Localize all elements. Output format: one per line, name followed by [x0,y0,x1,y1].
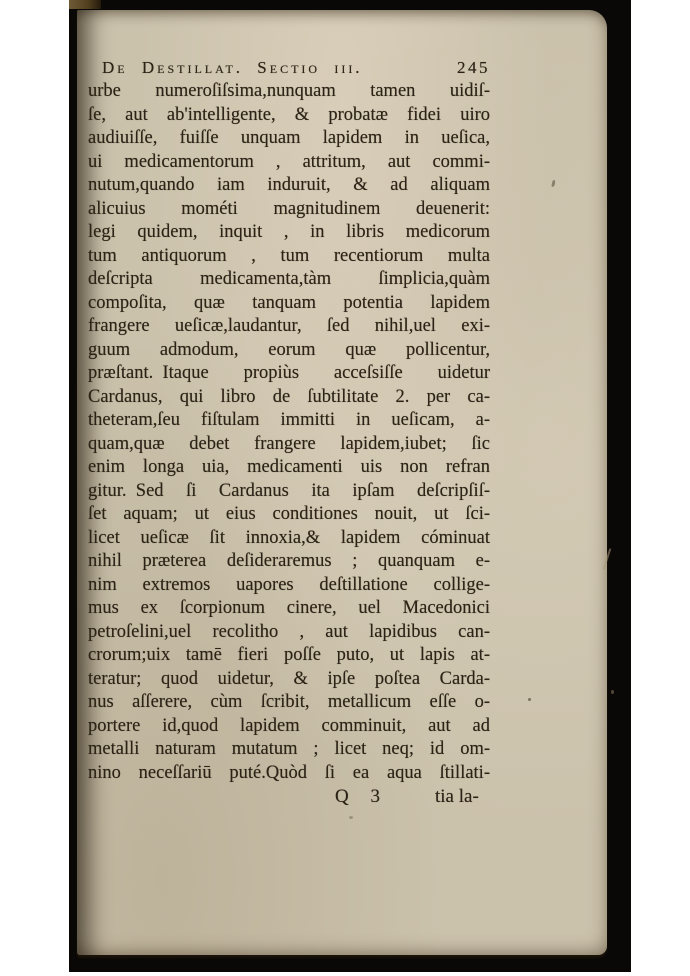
text-line: alicuius mométi magnitudinem deuenerit: [88,198,490,219]
text-line: audiuiſſe, fuiſſe unquam lapidem in ueſica, [88,128,490,148]
text-line: tum antiquorum , tum recentiorum multa [88,245,490,266]
dust-mark [611,690,614,694]
text-line: deſcripta medicamenta,tàm ſimplicia,quàm [88,269,490,289]
ink-speck [551,180,556,188]
text-line: gitur. Sed ſi Cardanus ita ipſam deſcripſiſ- [88,480,490,501]
book-edge-top [69,0,101,9]
ink-speck [528,698,531,701]
text-line: ſe, aut ab'intelligente, & probatæ fidei uiro [88,104,490,125]
text-line: guum admodum, eorum quæ pollicentur, [88,339,490,360]
text-line: theteram,ſeu fiſtulam immitti in ueſicam, a- [88,410,490,430]
text-line: ui medicamentorum , attritum, aut commi- [88,151,490,172]
text-line: præſtant. Itaque propiùs acceſsiſſe uidetur [88,363,490,383]
page-content [88,56,490,809]
page-header [88,56,490,80]
text-line: enim longa uia, medicamenti uis non refran [88,457,490,477]
text-line: legi quidem, inquit , in libris medicorum [88,222,490,242]
text-line: nutum,quando iam induruit, & ad aliquam [88,175,490,195]
text-line: nus aſſerere, cùm ſcribit, metallicum eſſe o- [88,692,490,712]
text-line: crorum;uix tamē fieri poſſe puto, ut lapis at- [88,645,490,665]
text-line: frangere ueſicæ,laudantur, ſed nihil,uel exi- [88,316,490,336]
text-block [88,80,490,809]
book-page [77,10,607,955]
text-line: portere id,quod lapidem comminuit, aut ad [88,715,490,736]
text-line: quam,quæ debet frangere lapidem,iubet; ſic [88,433,490,454]
text-line: nim extremos uapores deſtillatione collige- [88,574,490,595]
text-line: nino neceſſariū puté.Quòd ſi ea aqua ſtillati- [88,762,490,783]
text-line: urbe numeroſiſsima,nunquam tamen uidiſ- [88,81,490,101]
text-line: compoſita, quæ tanquam potentia lapidem [88,292,490,313]
ink-speck [349,816,353,819]
text-line: Cardanus, qui libro de ſubtilitate 2. per ca- [88,386,490,407]
photo-black-background [69,0,631,972]
text-line: mus ex ſcorpionum cinere, uel Macedonici [88,598,490,618]
text-line: licet ueſicæ ſit innoxia,& lapidem cóminuat [88,527,490,548]
text-line: metalli naturam mutatum ; licet neq; id om- [88,739,490,759]
text-line: teratur; quod uidetur, & ipſe poſtea Carda- [88,668,490,689]
page-number: 245 [457,58,490,77]
signature-mark: Q 3 [335,786,381,807]
signature-line [88,785,490,809]
text-line: ſet aquam; ut eius conditiones nouit, ut ſci- [88,504,490,524]
text-line: petroſelini,uel recolitho , aut lapidibus can- [88,621,490,642]
running-title: De Destillat. Sectio iii. [102,58,363,77]
catchword: tia la- [435,786,479,807]
text-line: nihil præterea deſideraremus ; quanquam e- [88,551,490,571]
